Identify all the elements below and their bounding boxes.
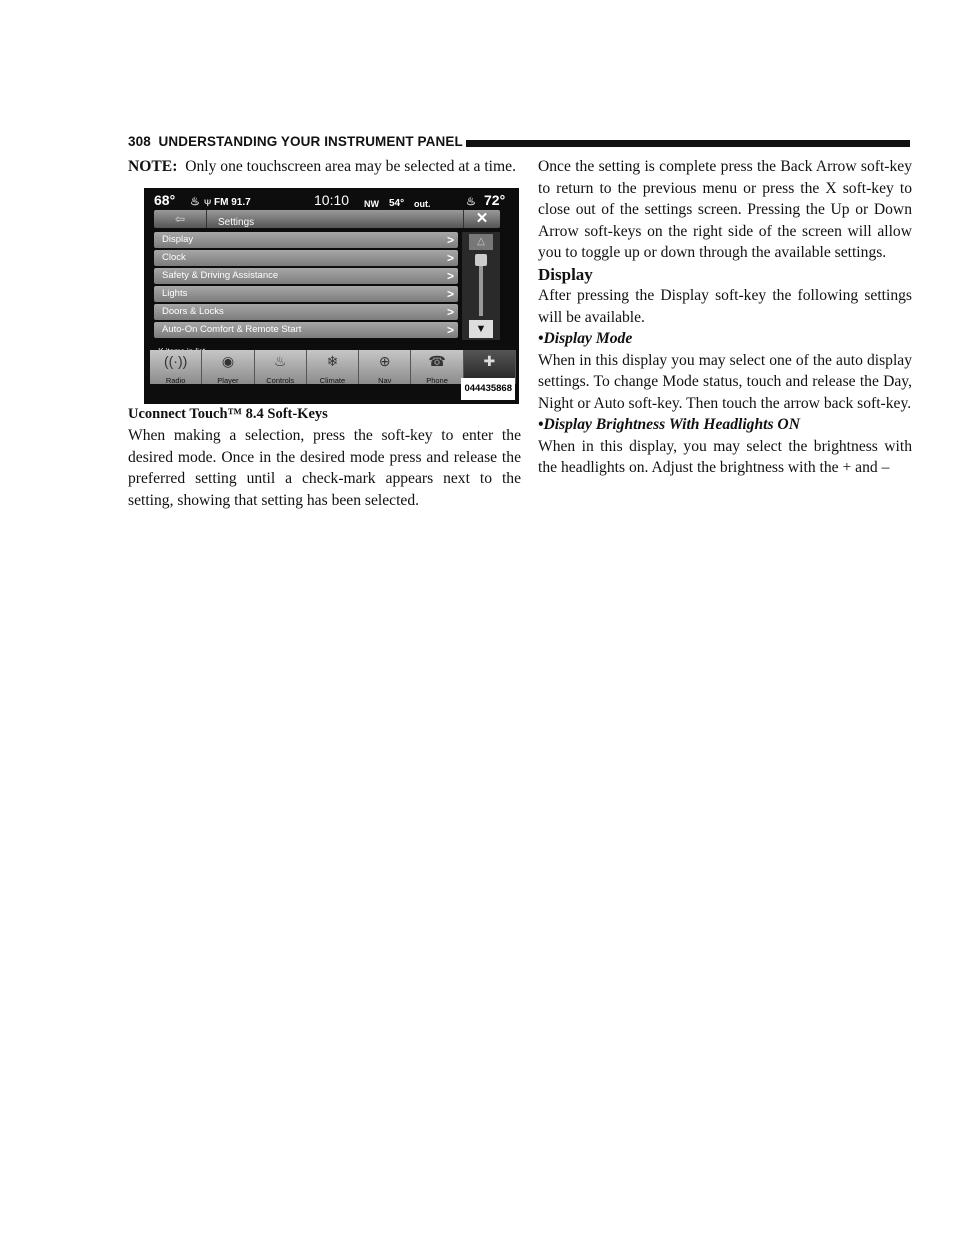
dock-label: Player — [217, 375, 239, 385]
player-icon: ◉ — [221, 352, 235, 369]
outside-label: out. — [414, 198, 431, 209]
menu-item-label: Auto-On Comfort & Remote Start — [162, 323, 302, 335]
menu-item-display[interactable] — [154, 232, 458, 248]
compass-heading: NW — [364, 198, 379, 209]
dock-label: Radio — [165, 375, 186, 385]
down-arrow-icon: ▼ — [475, 322, 487, 335]
page-header-text — [128, 134, 463, 149]
seat-heat-icon: ♨ — [190, 195, 200, 208]
scroll-controls — [462, 232, 500, 340]
clock: 10:10 — [314, 191, 350, 208]
dock-player-button[interactable] — [202, 350, 254, 384]
chevron-right-icon: > — [446, 232, 454, 247]
dock-climate-button[interactable] — [307, 350, 359, 384]
scroll-down-button[interactable] — [469, 320, 493, 338]
bullet-display-mode: •Display Mode — [538, 330, 633, 347]
menu-item-label: Display — [162, 233, 194, 245]
back-arrow-button[interactable] — [154, 210, 207, 228]
settings-title-bar — [154, 210, 500, 228]
chevron-right-icon: > — [446, 268, 454, 283]
menu-item-lights[interactable] — [154, 286, 458, 302]
chevron-right-icon: > — [446, 286, 454, 301]
running-title: UNDERSTANDING YOUR INSTRUMENT PANEL — [158, 134, 463, 149]
seat-heat-right-icon: ♨ — [466, 195, 476, 208]
scroll-thumb[interactable] — [475, 254, 487, 266]
figure-caption: Uconnect Touch™ 8.4 Soft-Keys — [128, 405, 328, 422]
menu-item-label: Doors & Locks — [162, 305, 224, 317]
section-heading-display: Display — [538, 264, 593, 284]
dock-label: Phone — [426, 375, 448, 385]
running-header — [128, 136, 910, 150]
menu-item-label: Lights — [162, 287, 188, 299]
passenger-temp: 72° — [484, 191, 506, 208]
close-icon: ✕ — [475, 209, 489, 227]
note — [128, 156, 521, 178]
bullet-display-brightness: •Display Brightness With Headlights ON — [538, 416, 800, 433]
uconnect-screen-figure — [144, 188, 519, 404]
right-paragraph-3: When in this display you may select one of the auto display settings. To change Mode status, touch and release the Day, Night or Auto soft-key. Then touch the arrow back soft-key. — [538, 351, 912, 412]
left-column — [128, 156, 521, 511]
note-label: NOTE: — [128, 158, 178, 175]
right-paragraph-4: When in this display, you may select the brightness with the headlights on. Adjust the brightness with the + and – — [538, 437, 912, 476]
dock-controls-button[interactable] — [255, 350, 307, 384]
dock-radio-button[interactable] — [150, 350, 202, 384]
dock-label: Nav — [378, 375, 392, 385]
outside-temp: 54° — [389, 197, 405, 209]
screen-title: Settings — [218, 216, 255, 228]
chevron-right-icon: > — [446, 250, 454, 265]
page-number: 308 — [128, 134, 151, 149]
right-paragraph-1: Once the setting is complete press the Back Arrow soft-key to return to the previous menu or press the X soft-key to close out of the settings screen. Pressing the Up or Down Arrow soft-keys on the right side of the screen will allow you to toggle up or down through the available settings. — [538, 158, 912, 261]
note-text: Only one touchscreen area may be selected at a time. — [185, 158, 516, 175]
menu-item-clock[interactable] — [154, 250, 458, 266]
bullet-text: Display Mode — [543, 330, 633, 347]
status-bar — [144, 188, 519, 210]
right-paragraph-2: After pressing the Display soft-key the following settings will be available. — [538, 287, 912, 326]
dock-nav-button[interactable] — [359, 350, 411, 384]
chevron-right-icon: > — [446, 322, 454, 337]
bullet-text: Display Brightness With Headlights ON — [543, 416, 800, 433]
radio-icon: ((·)) — [163, 352, 188, 369]
scroll-up-button[interactable] — [469, 234, 493, 250]
up-arrow-icon: △ — [477, 235, 485, 247]
settings-list — [154, 232, 458, 340]
controls-icon: ♨ — [273, 352, 287, 369]
close-button[interactable] — [463, 210, 500, 228]
chevron-right-icon: > — [446, 304, 454, 319]
radio-station: FM 91.7 — [214, 196, 251, 208]
image-code: 044435868 — [461, 378, 515, 400]
header-rule — [466, 140, 910, 147]
back-arrow-icon: ⇦ — [174, 211, 186, 226]
driver-temp: 68° — [154, 191, 176, 208]
climate-icon: ❄ — [326, 352, 339, 369]
menu-item-label: Clock — [162, 251, 186, 263]
menu-item-doors-locks[interactable] — [154, 304, 458, 320]
dock-label: Controls — [266, 375, 295, 385]
phone-icon: ☎ — [428, 352, 446, 369]
right-column — [538, 156, 912, 479]
menu-item-safety[interactable] — [154, 268, 458, 284]
left-paragraph: When making a selection, press the soft-key to enter the desired mode. Once in the desired mode press and release the preferred setting until a check-mark appears next to the setting, showing that setting has been selected. — [128, 427, 521, 509]
menu-item-label: Safety & Driving Assistance — [162, 269, 279, 281]
menu-item-auto-on-comfort[interactable] — [154, 322, 458, 338]
dock-label: Climate — [319, 375, 346, 385]
nav-icon: ⊕ — [378, 352, 391, 369]
antenna-icon: Ψ — [204, 197, 212, 208]
dock-phone-button[interactable] — [411, 350, 463, 384]
plus-icon: ✚ — [483, 352, 496, 369]
